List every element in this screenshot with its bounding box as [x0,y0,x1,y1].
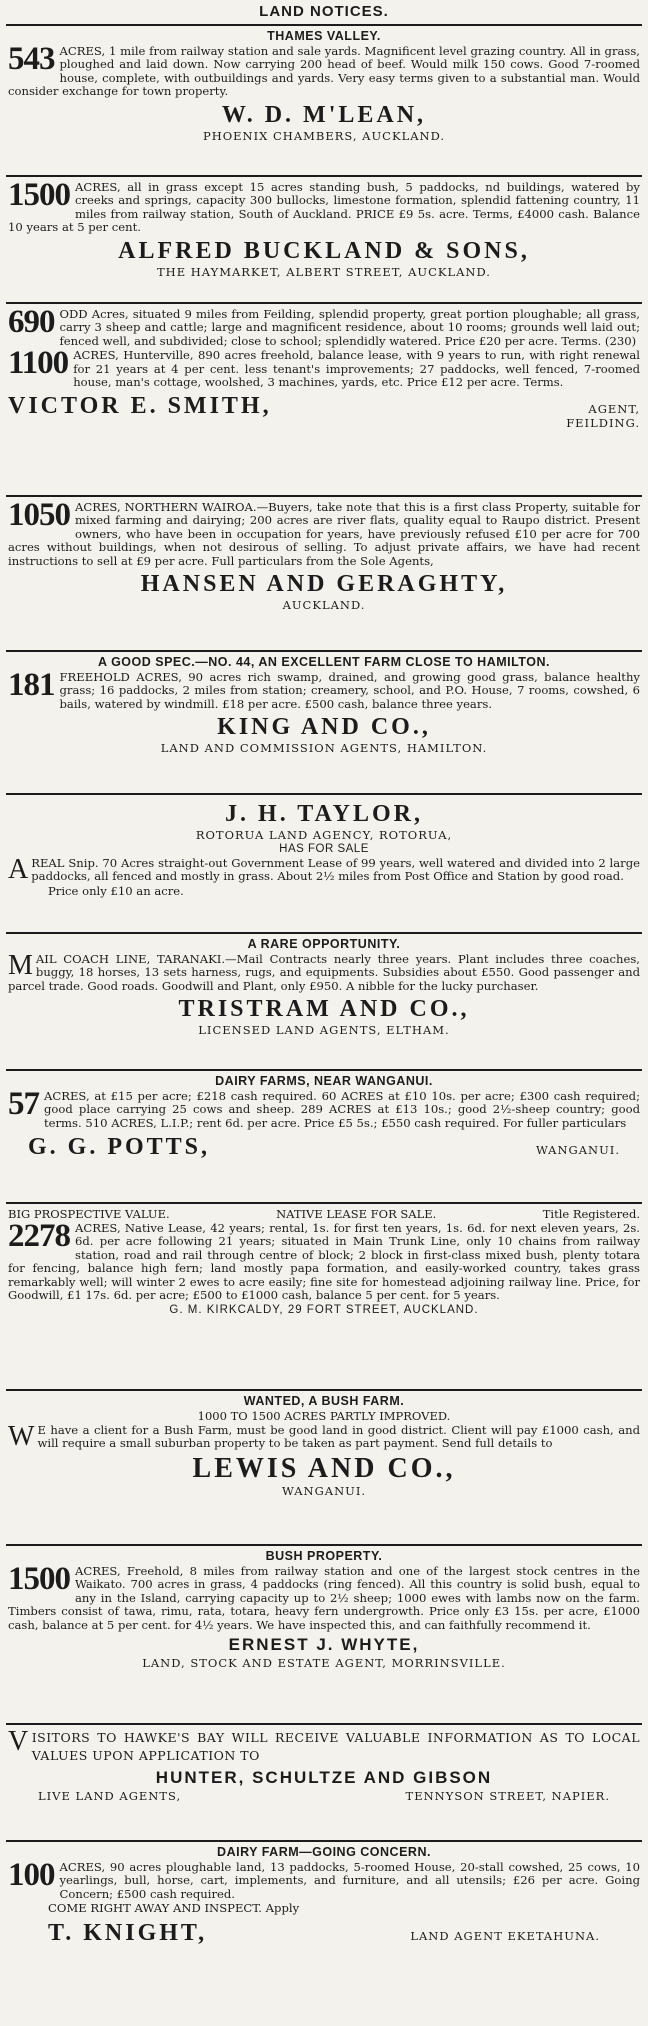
ad-body [8,1218,640,1303]
ad-title: DAIRY FARM—GOING CONCERN. [217,1845,431,1859]
ad-text: REAL Snip. 70 Acres straight-out Government Lease of 99 years, well watered and divided into 2 large paddocks, all fenced and mostly in grass. About 2½ miles from Post Office and Station by good road. [31,856,640,884]
ad-text: ACRES, at £15 per acre; £218 cash required. 60 ACRES at £10 10s. per acre; £300 cash required; good place carrying 25 cows and sheep. 289 ACRES at £13 10s.; good 2½-sheep country; good terms. 510 ACRES, L.I.P.; rent 6d. per acre. Price £5 5s.; £550 cash required. For fuller particulars [44,1089,640,1130]
agent-town: WANGANUI. [281,1483,367,1498]
ad-title: WANTED, A BUSH FARM. [243,1394,405,1408]
agent-town: AUCKLAND. [282,598,366,613]
ad-potts [6,1071,642,1204]
ad-body [8,1561,640,1632]
acre-number: 1100 [8,345,69,382]
agent-name: LEWIS AND CO., [192,1452,456,1484]
drop-cap: A [8,854,29,885]
ad-text: ACRES, 1 mile from railway station and sale yards. Magnificent level grazing country. All in grass, ploughed and laid down. Now carrying 200 head of beef. Would milk 150 cows. Good 7-roomed house, complete, with outbuildings and yards. Very easy terms given to a substantial man. Would consider exchange for town property. [8,44,640,99]
acre-number: 2278 [8,1218,70,1254]
ad-price: Price only £10 an acre. [48,883,184,898]
agent-address: THE HAYMARKET, ALBERT STREET, AUCKLAND. [157,264,491,279]
ad-body [8,177,640,235]
ad-tristram [6,934,642,1071]
agent-name: VICTOR E. SMITH, [8,393,272,420]
ad-body [8,1421,640,1452]
ad-text: ACRES, NORTHERN WAIROA.—Buyers, take note that this is a first class Property, suitable for mixed farming and dairying; 200 acres are river flats, quality equal to Raupo district. Present owners, who have been in occupation for years, have previously refused £10 per acre for 700 acres without buildings, when not desirous of selling. To adjust private affairs, we have had recent instructions to sell at £9 per acre. Full particulars from the Sole Agents, [8,500,640,568]
agent-name: KING AND CO., [217,714,431,741]
agent-town: FEILDING. [566,416,640,431]
ad-call-to-action: COME RIGHT AWAY AND INSPECT. Apply [48,1901,300,1916]
agent-address: LAND AND COMMISSION AGENTS, HAMILTON. [160,741,488,756]
ad-title-row [8,1207,640,1221]
agent-row [8,1917,640,1947]
ad-title: A RARE OPPORTUNITY. [247,937,401,951]
acre-number: 1050 [8,497,70,533]
agent-name: G. G. POTTS, [28,1134,211,1161]
ad-victor-smith [6,304,642,497]
agent-name: HUNTER, SCHULTZE AND GIBSON [155,1768,493,1787]
agent-row [8,1789,640,1803]
agent-name: ALFRED BUCKLAND & SONS, [118,237,530,264]
ad-body [8,1857,640,1901]
ad-lewis [6,1391,642,1546]
ad-text: E have a client for a Bush Farm, must be good land in good district. Client will pay £1000 cash, and will require a small suburban property to be taken as part payment. Send full details to [37,1423,640,1451]
agent-address: TENNYSON STREET, NAPIER. [405,1789,610,1803]
agent-name: T. KNIGHT, [48,1919,208,1946]
agent-address: LAND AGENT EKETAHUNA. [410,1928,600,1943]
agent-name: W. D. M'LEAN, [221,101,427,128]
agent-name: TRISTRAM AND CO., [178,996,470,1023]
ad-hunter-schultze [6,1725,642,1842]
ad-thames-valley [6,26,642,177]
agent-location [566,402,640,430]
acre-number: 181 [8,667,55,703]
ad-buckland [6,177,642,304]
ad-title-left: BIG PROSPECTIVE VALUE. [8,1207,170,1221]
ad-knight [6,1842,642,1961]
ad-text: ODD Acres, situated 9 miles from Feilding, splendid property, great portion ploughable; all grass, carry 3 sheep and cattle; large and magnificent residence, about 10 rooms; grounds well laid out; fenced well, and subdivided; close to school; splendidly watered. Price £20 per acre. Terms. (230) [59,307,640,348]
agent-name: J. H. TAYLOR, [225,801,423,827]
acre-number: 1500 [8,1561,70,1597]
ad-text: ACRES, 90 acres ploughable land, 13 paddocks, 5-roomed House, 20-stall cowshed, 25 cows, 10 yearlings, bull, horse, cart, implements, and furniture, and all utensils; £26 per acre. Going Concern; £500 cash required. [59,1860,640,1901]
ad-text: FREEHOLD ACRES, 90 acres rich swamp, drained, and growing good grass, balance healthy grass; 16 paddocks, 2 miles from station; creamery, school, and P.O. House, 7 rooms, cowshed, 6 bails, watered by windmill. £18 per acre. £500 cash, balance three years. [59,670,640,711]
drop-cap: W [8,1421,35,1452]
ad-text: AIL COACH LINE, TARANAKI.—Mail Contracts nearly three years. Plant includes three coaches, buggy, 18 horses, 13 sets harness, rugs, and equipments. Subsidies about £550. Good passenger and parcel trade. Good roads. Goodwill and Plant, only £950. A nibble for the lucky purchaser. [8,952,640,993]
ad-title-right: Title Registered. [542,1207,640,1221]
agent-address: LAND, STOCK AND ESTATE AGENT, MORRINSVILLE. [142,1656,506,1671]
ad-body [8,1726,640,1765]
ad-body [8,1086,640,1130]
ad-title: A GOOD SPEC.—NO. 44, AN EXCELLENT FARM CLOSE TO HAMILTON. [98,655,550,669]
ad-hansen-geraghty [6,497,642,652]
ad-body [8,667,640,711]
agent-row [8,1131,640,1161]
ad-text: ACRES, Hunterville, 890 acres freehold, balance lease, with 9 years to run, with right renewal for 21 years at 4 per cent. less tenant's improvements; 27 paddocks, well fenced, 7-roomed house, man's cottage, woolshed, 3 machines, yards, etc. Price £12 per acre. Terms. [73,348,640,390]
ad-text: ISITORS TO HAWKE'S BAY WILL RECEIVE VALUABLE INFORMATION AS TO LOCAL VALUES UPON APPLICATION TO [31,1730,640,1763]
agent-address: ROTORUA LAND AGENCY, ROTORUA, [195,828,453,842]
ad-text: ACRES, Freehold, 8 miles from railway station and one of the largest stock centres in the Waikato. 700 acres in grass, 4 paddocks (ring fenced). All this country is solid bush, equal to any in the Island, carrying capacity up to 2½ sheep; 1000 ewes with lambs now on the farm. Timbers consist of tawa, rimu, rata, totara, heavy fern undergrowth. Price only £3 15s. per acre, £1000 cash, balance at 5 per cent. for 4½ years. We have inspected this, and can faithfully recommend it. [8,1564,640,1632]
ad-subtitle: HAS FOR SALE [279,843,369,855]
ad-body [8,950,640,993]
ad-whyte [6,1546,642,1725]
ad-body [8,497,640,568]
acre-number: 690 [8,304,55,340]
agent-row [8,390,640,430]
ad-text: ACRES, Native Lease, 42 years; rental, 1s. for first ten years, 1s. 6d. for next eleven years, 2s. 6d. per acre following 21 years; situated in Main Trunk Line, only 10 chains from railway station, road and rail through centre of block; 2 block in first-class mixed bush, plenty totara for fencing, balance high fern; land mostly papa formation, and easily-worked country, takes grass remarkably well; will winter 2 ewes to acre easily; fine site for homestead adjoining railway line. Price, for Goodwill, £1 17s. 6d. per acre; £500 to £1000 cash, balance 5 per cent. for 5 years. [8,1221,640,1303]
agent-label: AGENT, [588,402,640,417]
agent-address: PHOENIX CHAMBERS, AUCKLAND. [202,128,446,143]
ad-jh-taylor [6,795,642,934]
ad-title: THAMES VALLEY. [267,29,381,43]
agent-town: WANGANUI. [535,1143,620,1158]
ad-body-1 [8,304,640,348]
page-header: LAND NOTICES. [6,0,642,26]
acre-number: 543 [8,41,55,77]
agent-label: LIVE LAND AGENTS, [38,1789,182,1803]
agent-name: HANSEN AND GERAGHTY, [140,571,508,598]
agent-address: LICENSED LAND AGENTS, ELTHAM. [198,1023,450,1038]
agent-signature: G. M. KIRKCALDY, 29 FORT STREET, AUCKLAND. [169,1304,479,1317]
acre-number: 100 [8,1857,55,1893]
ad-subtitle: 1000 TO 1500 ACRES PARTLY IMPROVED. [197,1409,451,1423]
agent-name: ERNEST J. WHYTE, [228,1635,420,1655]
ad-title-mid: NATIVE LEASE FOR SALE. [276,1207,437,1221]
ad-body [8,854,640,885]
acre-number: 57 [8,1086,39,1122]
drop-cap: V [8,1726,29,1757]
ad-text: ACRES, all in grass except 15 acres standing bush, 5 paddocks, nd buildings, watered by creeks and springs, capacity 300 bullocks, limestone formation, splendid fattening country, 11 miles from railway station, South of Auckland. PRICE £9 5s. acre. Terms, £4000 cash. Balance 10 years at 5 per cent. [8,180,640,235]
ad-body [8,41,640,99]
ad-kirkcaldy [6,1204,642,1391]
drop-cap: M [8,950,33,981]
ad-king-and-co [6,652,642,795]
ad-title: BUSH PROPERTY. [265,1549,383,1563]
ad-body-2 [8,345,640,390]
acre-number: 1500 [8,177,70,213]
ad-title: DAIRY FARMS, NEAR WANGANUI. [215,1074,433,1088]
